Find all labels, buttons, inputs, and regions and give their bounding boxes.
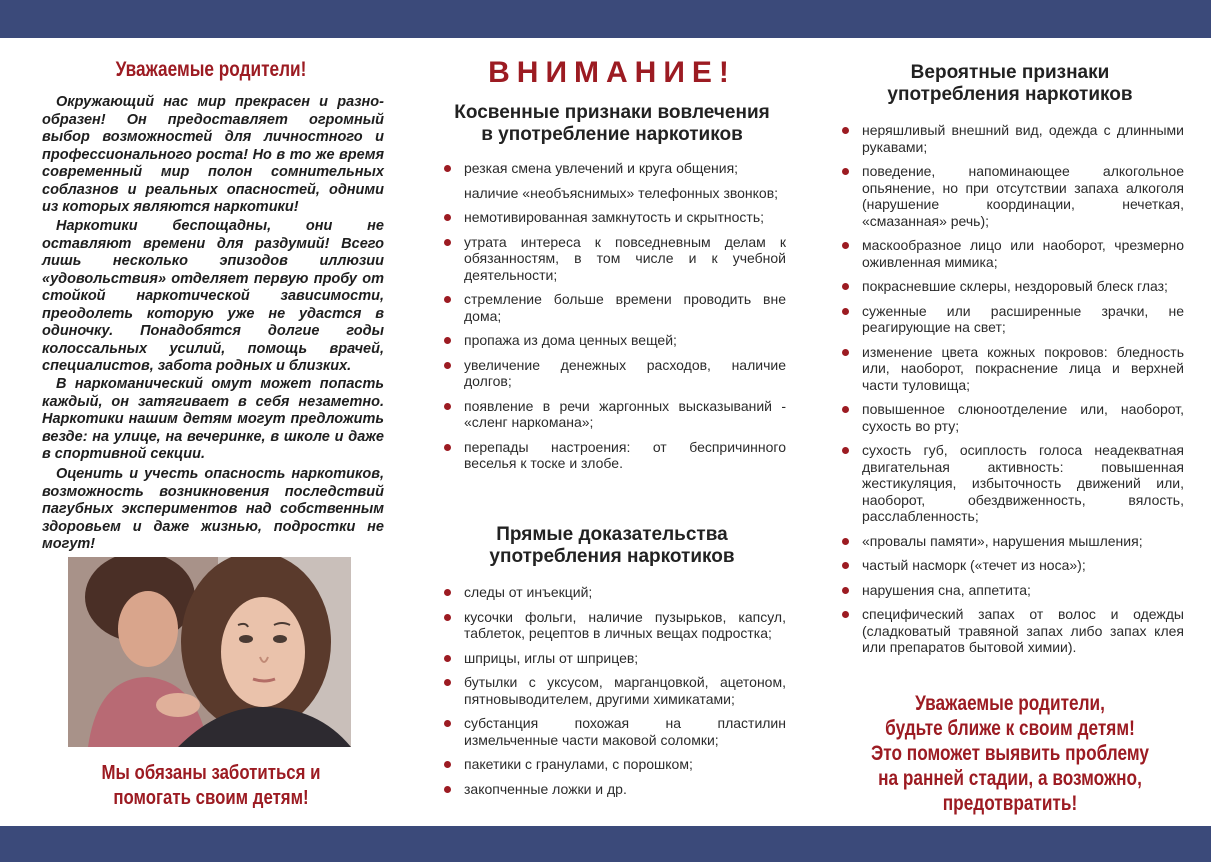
direct-title-line-1: Прямые доказательства <box>496 524 728 545</box>
left-column <box>38 38 384 826</box>
probable-title-line-1: Вероятные признаки <box>910 62 1110 83</box>
right-closing-line-3: Это поможет выявить проблему <box>871 742 1149 765</box>
indirect-signs-title <box>438 102 786 146</box>
right-column <box>836 38 1184 826</box>
list-item: бутылки с уксусом, марганцовкой, ацетоном, пятновыводителем, другими химикатами; <box>438 674 786 707</box>
list-item: закопченные ложки и др. <box>438 781 786 798</box>
probable-signs-list <box>836 122 1184 664</box>
middle-column <box>438 38 786 826</box>
top-band <box>0 0 1211 38</box>
direct-evidence-title <box>438 524 786 568</box>
right-closing-line-4: на ранней стадии, а возможно, <box>878 767 1142 790</box>
list-item: нарушения сна, аппетита; <box>836 582 1184 599</box>
list-item: сухость губ, осиплость голоса неадекватная двигательная активность: повышенная жестикуляция, избыточность движений или, наоборот, обездвиженность, вялость, расслабленность; <box>836 442 1184 525</box>
list-item: немотивированная замкнутость и скрытность; <box>438 209 786 226</box>
bottom-band <box>0 826 1211 862</box>
direct-title-line-2: употребления наркотиков <box>489 546 735 567</box>
left-closing <box>69 760 353 810</box>
list-item: следы от инъекций; <box>438 584 786 601</box>
list-item: стремление больше времени проводить вне дома; <box>438 291 786 324</box>
indirect-title-line-1: Косвенные признаки вовлечения <box>454 102 770 123</box>
attention-heading: ВНИМАНИЕ! <box>488 56 736 89</box>
list-item: маскообразное лицо или наоборот, чрезмерно оживленная мимика; <box>836 237 1184 270</box>
indirect-title-line-2: в употребление наркотиков <box>481 124 743 145</box>
list-item: поведение, напоминающее алкогольное опьянение, но при отсутствии запаха алкоголя (нарушение координации, нечеткая, «смазанная» речь); <box>836 163 1184 229</box>
list-item: пакетики с гранулами, с порошком; <box>438 756 786 773</box>
list-item: шприцы, иглы от шприцев; <box>438 650 786 667</box>
right-closing <box>859 691 1161 816</box>
left-closing-line-1: Мы обязаны заботиться и <box>101 761 321 784</box>
right-closing-line-2: будьте ближе к своим детям! <box>885 717 1135 740</box>
list-item: пропажа из дома ценных вещей; <box>438 332 786 349</box>
right-closing-line-5: предотвратить! <box>942 792 1078 815</box>
probable-signs-title <box>836 62 1184 106</box>
list-item: кусочки фольги, наличие пузырьков, капсул, таблеток, рецептов в личных вещах подростка; <box>438 609 786 642</box>
right-closing-line-1: Уважаемые родители, <box>915 692 1105 715</box>
left-paragraph-1: Окружающий нас мир прекрасен и разно-образен! Он предоставляет огромный выбор возможностей для личностного и профессионального роста! Но в то же время современный мир полон сомнительных соблазнов и реальных опасностей, одними из которых являются наркотики! <box>42 94 384 215</box>
list-item: появление в речи жаргонных высказываний - «сленг наркомана»; <box>438 398 786 431</box>
list-item: суженные или расширенные зрачки, не реагирующие на свет; <box>836 303 1184 336</box>
photo-mother-daughter <box>68 557 351 747</box>
list-item: неряшливый внешний вид, одежда с длинными рукавами; <box>836 122 1184 155</box>
list-item: специфический запах от волос и одежды (сладковатый травяной запах либо запах клея или препаратов бытовой химии). <box>836 606 1184 656</box>
list-item: повышенное слюноотделение или, наоборот, сухость во рту; <box>836 401 1184 434</box>
left-paragraph-4: Оценить и учесть опасность наркотиков, возможность возникновения последствий пагубных экспериментов над собственным здоровьем и даже жизнью, подростки не могут! <box>42 466 384 552</box>
probable-title-line-2: употребления наркотиков <box>887 84 1133 105</box>
indirect-signs-list <box>438 160 786 480</box>
list-item: утрата интереса к повседневным делам к обязанностям, в том числе и к учебной деятельности; <box>438 234 786 284</box>
list-item: увеличение денежных расходов, наличие долгов; <box>438 357 786 390</box>
photo-illustration <box>68 557 351 747</box>
list-item: наличие «необъяснимых» телефонных звонков; <box>464 184 779 201</box>
list-item: изменение цвета кожных покровов: бледность или, наоборот, покраснение лица и верхней части туловища; <box>836 344 1184 394</box>
direct-evidence-list <box>438 584 786 805</box>
list-item: резкая смена увлечений и круга общения; <box>438 160 786 177</box>
left-paragraph-3: В наркоманический омут может попасть каждый, он затягивает в себя незаметно. Наркотики нашим детям могут предложить везде: на улице, на вечеринке, в школе и даже в спортивной секции. <box>42 376 384 462</box>
left-heading: Уважаемые родители! <box>115 58 307 81</box>
list-item: частый насморк («течет из носа»); <box>836 557 1184 574</box>
left-paragraph-2: Наркотики беспощадны, они не оставляют времени для раздумий! Всего лишь несколько эпизодов иллюзии «удовольствия» отделяет первую пробу от стойкой наркотической зависимости, преодолеть которую уже не удастся в одиночку. Понадобятся долгие годы колоссальных усилий, помощь врачей, специалистов, забота родных и близких. <box>42 218 384 374</box>
left-closing-line-2: помогать своим детям! <box>113 786 309 809</box>
list-item: перепады настроения: от беспричинного веселья к тоске и злобе. <box>438 439 786 472</box>
list-item: «провалы памяти», нарушения мышления; <box>836 533 1184 550</box>
list-item: покрасневшие склеры, нездоровый блеск глаз; <box>836 278 1184 295</box>
list-item: субстанция похожая на пластилин измельченные части маковой соломки; <box>438 715 786 748</box>
